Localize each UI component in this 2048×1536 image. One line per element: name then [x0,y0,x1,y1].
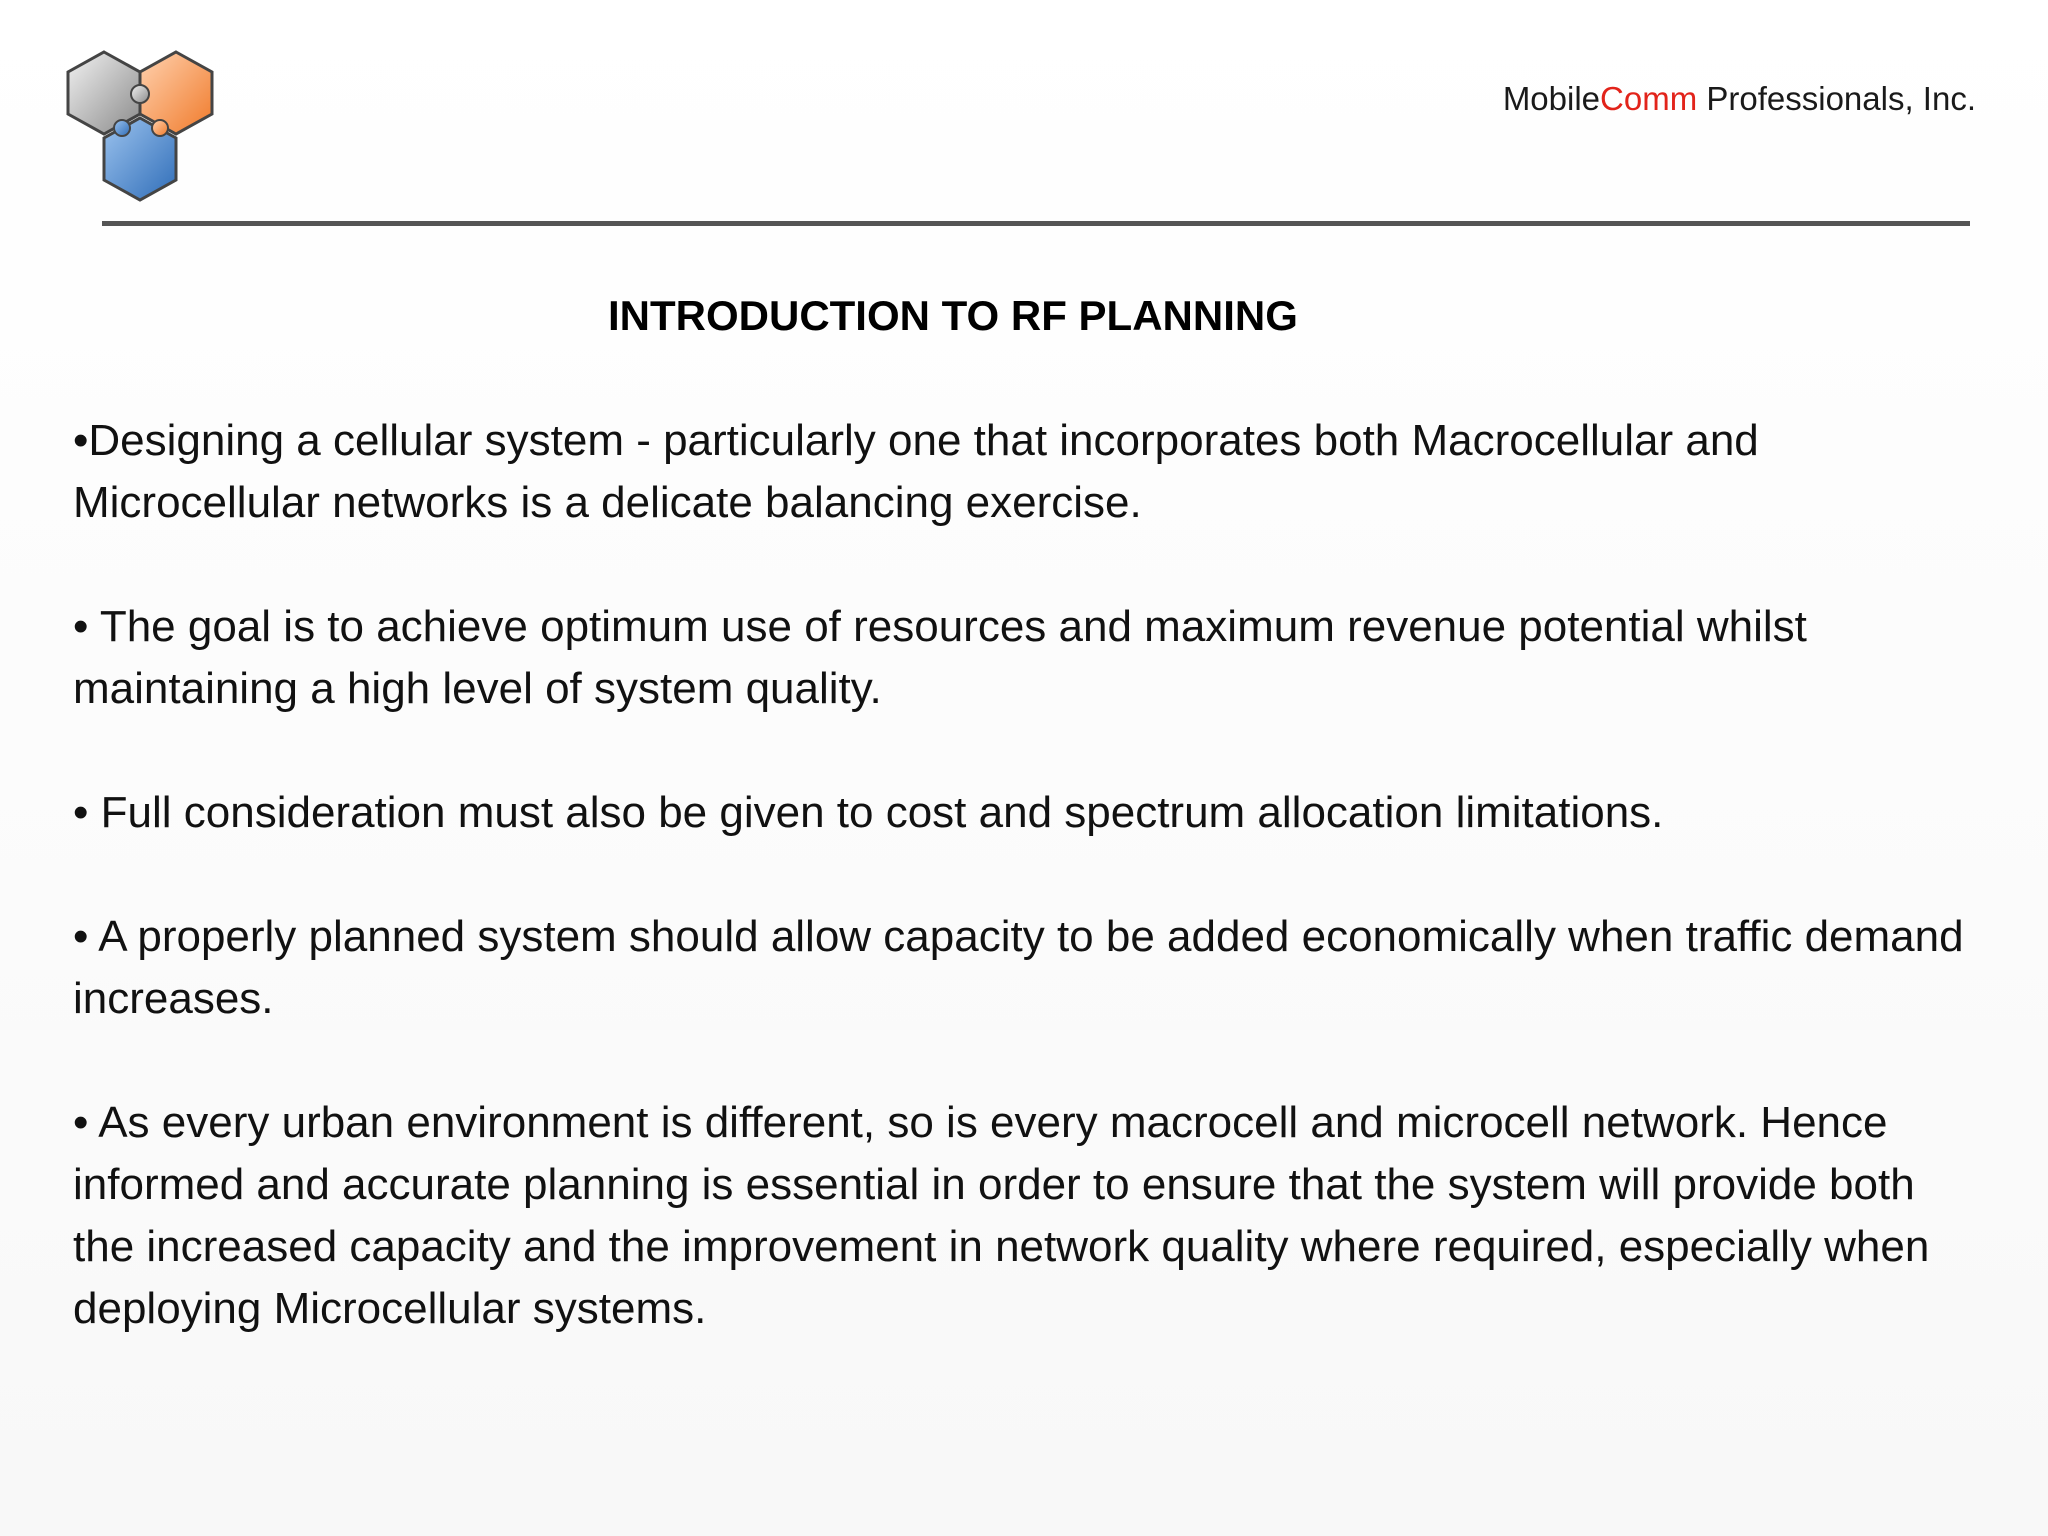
bullet-item: • As every urban environment is different, so is every macrocell and microcell network. Hence informed and accurate planning is essential in order to ensure that the system will provide both the increased capacity and the improvement in network quality where required, especially when deploying Microcellular systems. [73,1098,1930,1333]
bullet-item: • Full consideration must also be given to cost and spectrum allocation limitations. [73,788,1664,837]
company-name-suffix: Professionals, Inc. [1697,80,1976,117]
header-divider [102,221,1970,226]
company-name [1503,80,1976,118]
puzzle-hexagon-logo-icon [64,48,230,210]
company-name-prefix: Mobile [1502,80,1601,117]
bullet-item: •Designing a cellular system - particularly one that incorporates both Macrocellular and Microcellular networks is a delicate balancing exercise. [73,416,1759,527]
bullet-item: • The goal is to achieve optimum use of resources and maximum revenue potential whilst maintaining a high level of system quality. [73,602,1807,713]
bullet-list [73,410,1973,1402]
company-name-accent: Comm [1600,80,1698,117]
bullet-item: • A properly planned system should allow capacity to be added economically when traffic demand increases. [73,912,1964,1023]
slide-title: INTRODUCTION TO RF PLANNING [608,292,1298,339]
